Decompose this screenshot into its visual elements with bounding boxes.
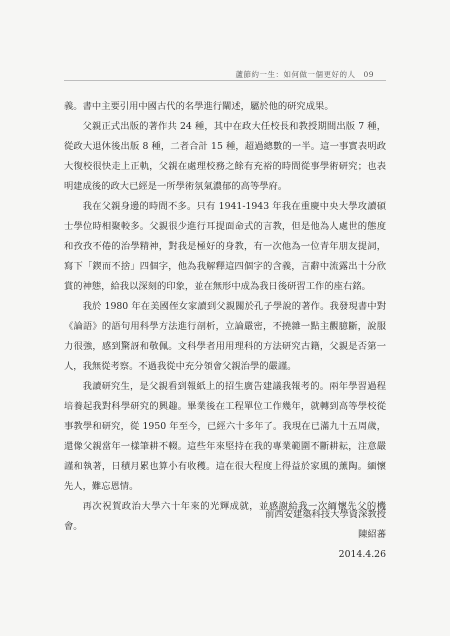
page-number: 09 (363, 70, 374, 79)
body-text (64, 97, 386, 537)
paragraph-father-teaching: 我在父親身邊的時間不多。只有 1941-1943 年我在重慶中央大學攻讀碩士學位時相聚較多。父親很少進行耳提面命式的言教，但是他為人處世的態度和孜孜不倦的治學精神，對我是極好的身教，有一次他為一位青年朋友提詞，寫下「鍥而不捨」四個字，他為我解釋這四個字的含義，言辭中流露出十分欣賞的神態，給我以深刻的印象，並在無形中成為我日後研習工作的座右銘。 (64, 201, 386, 292)
paragraph-confucius-book: 我於 1980 年在美國侄女家讀到父親關於孔子學說的著作。我發現書中對《論語》的語句用科學方法進行剖析，立論嚴密，不撓雜一點主觀臆斷，說服力很強，感到驚訝和敬佩。文科學者用用理科的方法研究古籍，父親是否第一人，我無從考察。不過我從中充分領會父親治學的嚴謹。 (64, 301, 386, 372)
paragraph-closing: 再次祝賀政治大學六十年來的光輝成就，並感謝給我一次緬懷先父的機會。 (64, 501, 386, 532)
header-title: 蘆節約一生：如何做一個更好的人 (235, 70, 356, 79)
signature-block (166, 505, 386, 565)
signature-date: 2014.4.26 (338, 549, 386, 560)
paragraph-graduate-study: 我讀研究生，是父親看到報紙上的招生廣告建議我報考的。兩年學習過程培養起我對科學研究的興趣。畢業後在工程單位工作幾年，就轉到高等學校從事教學和研究，從 1950 年至今，已經六十多年了。我現在已滿九十五周歲，還像父親當年一樣筆耕不輟。這些年來堅持在我的專業範圍不斷耕耘，注意嚴謹和執著，日積月累也算小有收穫。這在很大程度上得益於家風的薰陶。緬懷先人，難忘恩情。 (64, 381, 386, 492)
signature-name: 陳紹蕃 (358, 529, 386, 540)
running-header (235, 69, 374, 80)
paragraph-continuation: 義。書中主要引用中國古代的名學進行闡述，屬於他的研究成果。 (64, 101, 334, 112)
header-divider (64, 80, 386, 81)
paragraph-publications: 父親正式出版的著作共 24 種，其中在政大任校長和教授期間出版 7 種，從政大退休後出版 8 種，二者合計 15 種，超過總數的一半。這一事實表明政大復校很快走上正軌，父親在處理校務之餘有充裕的時間從事學術研究；也表明建成後的政大已經是一所學術氛氣濃郁的高等學府。 (64, 121, 386, 192)
signature-affiliation: 前西安建築科技大學資深教授 (265, 509, 386, 520)
